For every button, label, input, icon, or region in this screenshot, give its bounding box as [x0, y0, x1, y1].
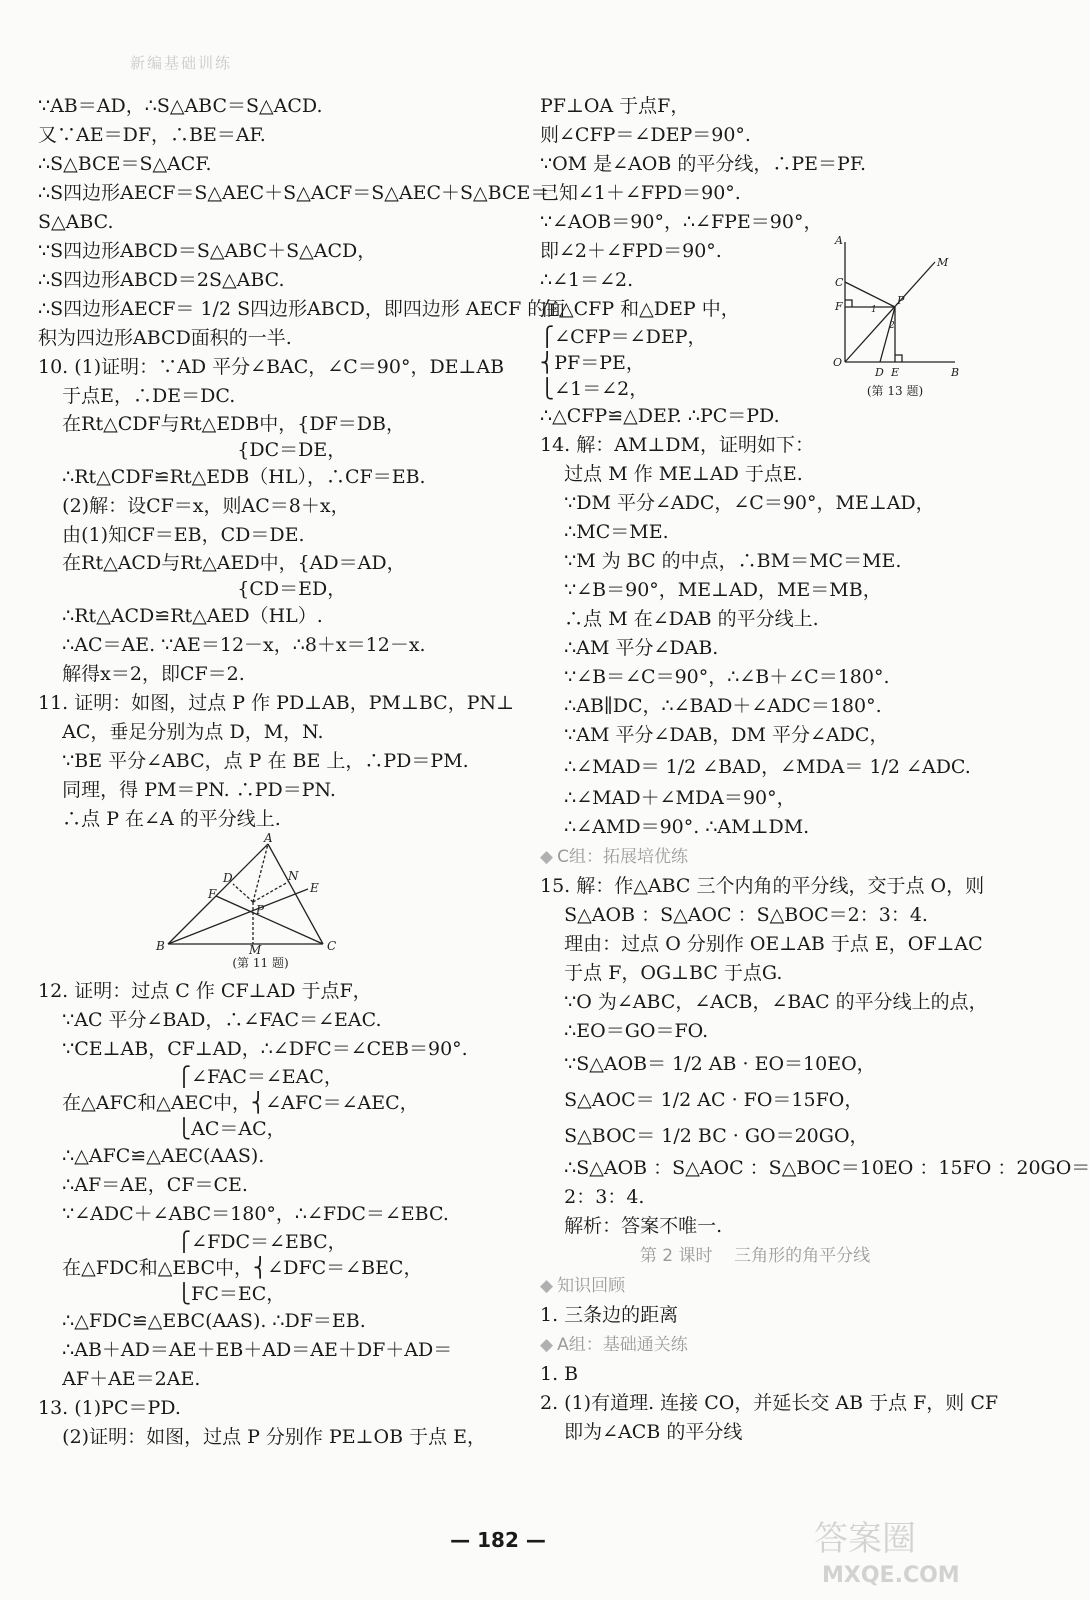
text-line: ∴Rt△CDF≌Rt△EDB（HL），∴CF＝EB.	[38, 466, 426, 488]
svg-text:N: N	[288, 869, 299, 883]
watermark-bottom: MXQE.COM	[822, 1563, 960, 1588]
text-line: 在△AFC和△AEC中，⎨∠AFC＝∠AEC，	[38, 1092, 419, 1114]
diamond-icon: ◆	[540, 1276, 554, 1296]
text-line: ∵DM 平分∠ADC，∠C＝90°，ME⊥AD，	[540, 492, 935, 514]
problem-14	[540, 431, 970, 842]
text-line: ∴AF＝AE，CF＝CE.	[38, 1174, 248, 1196]
text-line: 在△FDC和△EBC中，⎨∠DFC＝∠BEC，	[38, 1257, 423, 1279]
text-line: ⎩FC＝EC，	[38, 1283, 286, 1305]
text-line: ∴点 P 在∠A 的平分线上.	[38, 808, 281, 830]
svg-text:B: B	[951, 366, 960, 379]
text-line: PF⊥OA 于点F，	[540, 95, 690, 117]
watermark-top: 答案圈	[814, 1519, 916, 1559]
page-number: — 182 —	[450, 1528, 546, 1552]
text-line: ∴AB＋AD＝AE＋EB＋AD＝AE＋DF＋AD＝	[38, 1339, 453, 1361]
text-line: 由(1)知CF＝EB，CD＝DE.	[38, 524, 305, 546]
figure-13-caption: (第 13 题)	[866, 384, 924, 398]
problem-13-continued	[540, 92, 970, 431]
text-line: ∴S四边形AECF＝ 1/2 S四边形ABCD，即四边形 AECF 的面	[38, 298, 566, 320]
text-line: ⎩∠1＝∠2，	[540, 378, 649, 400]
text-line: 在Rt△ACD与Rt△AED中，{AD＝AD，	[38, 552, 406, 574]
svg-text:2: 2	[889, 321, 895, 331]
problem-12-13	[38, 977, 486, 1452]
text-line: ∵M 为 BC 的中点，∴BM＝MC＝ME.	[540, 550, 902, 572]
text-line: 则∠CFP＝∠DEP＝90°.	[540, 124, 751, 146]
text-line: 又∵AE＝DF，∴BE＝AF.	[38, 124, 266, 146]
text-line: 解得x＝2，即CF＝2.	[38, 663, 245, 685]
text-line: {DC＝DE，	[38, 439, 347, 461]
text-line: ∴△CFP≌△DEP. ∴PC＝PD.	[540, 405, 780, 427]
svg-text:F: F	[208, 887, 217, 901]
text-line: ⎧∠CFP＝∠DEP，	[540, 326, 707, 348]
text-line: ∵AM 平分∠DAB，DM 平分∠ADC，	[540, 724, 889, 746]
text-line: 理由：过点 O 分别作 OE⊥AB 于点 E，OF⊥AC	[540, 933, 983, 955]
text-line: ∵AC 平分∠BAD，∴∠FAC＝∠EAC.	[38, 1009, 382, 1031]
text-line: 同理，得 PM＝PN. ∴PD＝PN.	[38, 779, 336, 801]
text-line: S△AOC＝ 1/2 AC · FO＝15FO，	[540, 1089, 864, 1111]
text-line: ∴S四边形AECF＝S△AEC＋S△ACF＝S△AEC＋S△BCE＝	[38, 182, 550, 204]
text-line: ∴∠MAD＋∠MDA＝90°，	[540, 787, 796, 809]
text-line: ∴△FDC≌△EBC(AAS). ∴DF＝EB.	[38, 1310, 366, 1332]
text-line: ∵OM 是∠AOB 的平分线，∴PE＝PF.	[540, 153, 867, 175]
text-line: S△BOC＝ 1/2 BC · GO＝20GO，	[540, 1125, 869, 1147]
text-line: 于点 F，OG⊥BC 于点G.	[540, 962, 783, 984]
right-column	[540, 92, 1090, 1447]
text-line: (2)解：设CF＝x，则AC＝8＋x，	[38, 495, 350, 517]
text-line: ∵∠AOB＝90°，∴∠FPE＝90°，	[540, 211, 823, 233]
figure-13	[825, 232, 965, 399]
svg-text:M: M	[249, 943, 262, 957]
text-line: ∴∠AMD＝90°. ∴AM⊥DM.	[540, 816, 810, 838]
text-line: ⎧∠FDC＝∠EBC，	[38, 1231, 347, 1253]
text-line: ∴AM 平分∠DAB.	[540, 637, 719, 659]
text-line: ∴AB∥DC，∴∠BAD＋∠ADC＝180°.	[540, 695, 882, 717]
text-line: ∴AC＝AE. ∵AE＝12－x，∴8＋x＝12－x.	[38, 634, 426, 656]
text-line: (2)证明：如图，过点 P 分别作 PE⊥OB 于点 E，	[38, 1426, 486, 1448]
text-line: ⎧∠FAC＝∠EAC，	[38, 1066, 343, 1088]
text-line: 过点 M 作 ME⊥AD 于点E.	[540, 463, 803, 485]
svg-text:F: F	[835, 300, 843, 313]
figure-11-caption: (第 11 题)	[232, 956, 289, 970]
text-line: 11. 证明：如图，过点 P 作 PD⊥AB，PM⊥BC，PN⊥	[38, 692, 514, 714]
text-line: ∴S△BCE＝S△ACF.	[38, 153, 212, 175]
text-line: 1. B	[540, 1363, 579, 1385]
angle-figure-13	[825, 232, 965, 382]
text-line: 解析：答案不唯一.	[540, 1215, 723, 1237]
text-line: ⎩AC＝AC，	[38, 1118, 286, 1140]
watermark-logo	[804, 1510, 974, 1590]
text-line: ∵O 为∠ABC，∠ACB，∠BAC 的平分线上的点，	[540, 991, 988, 1013]
text-line: ∵∠ADC＋∠ABC＝180°，∴∠FDC＝∠EBC.	[38, 1203, 449, 1225]
diamond-icon: ◆	[540, 847, 554, 867]
text-line: 10. (1)证明：∵AD 平分∠BAC，∠C＝90°，DE⊥AB	[38, 356, 505, 378]
svg-text:E: E	[891, 366, 900, 379]
text-line: 即为∠ACB 的平分线	[540, 1421, 743, 1443]
text-line: AF＋AE＝2AE.	[38, 1368, 201, 1390]
text-line: 在Rt△CDF与Rt△EDB中，{DF＝DB，	[38, 413, 405, 435]
watermark-icon	[804, 1510, 974, 1590]
text-line: ⎨PF＝PE，	[540, 352, 645, 374]
svg-text:D: D	[223, 871, 233, 885]
text-line: S△AOB ：S△AOC ：S△BOC＝2：3：4.	[540, 904, 928, 926]
text-line: ∴∠1＝∠2.	[540, 269, 634, 291]
section-heading-a-label: A组：基础通关练	[557, 1335, 688, 1355]
text-line: ∵S△AOB＝ 1/2 AB · EO＝10EO，	[540, 1053, 876, 1075]
text-line: ∴Rt△ACD≌Rt△AED（HL）.	[38, 605, 323, 627]
section-heading-c-label: C组：拓展培优练	[557, 847, 688, 867]
text-line: 即∠2＋∠FPD＝90°.	[540, 240, 722, 262]
section-heading-recall-label: 知识回顾	[557, 1276, 626, 1296]
text-line: 12. 证明：过点 C 作 CF⊥AD 于点F，	[38, 980, 372, 1002]
text-line: 已知∠1＋∠FPD＝90°.	[540, 182, 741, 204]
svg-text:1: 1	[871, 305, 877, 315]
proof-area-block	[38, 92, 566, 353]
text-line: S△ABC.	[38, 211, 114, 233]
svg-text:A: A	[264, 831, 273, 845]
text-line: 2. (1)有道理. 连接 CO，并延长交 AB 于点 F，则 CF	[540, 1392, 999, 1414]
text-line: ∴点 M 在∠DAB 的平分线上.	[540, 608, 819, 630]
svg-text:C: C	[327, 939, 337, 953]
text-line: 积为四边形ABCD面积的一半.	[38, 327, 292, 349]
text-line: ∴∠MAD＝ 1/2 ∠BAD，∠MDA＝ 1/2 ∠ADC.	[540, 756, 971, 778]
text-line: ∵∠B＝90°，ME⊥AD，ME＝MB，	[540, 579, 882, 601]
running-header: 新编基础训练	[130, 54, 233, 72]
triangle-figure-11	[38, 831, 483, 957]
text-line: ∵∠B＝∠C＝90°，∴∠B＋∠C＝180°.	[540, 666, 890, 688]
section-heading-a	[540, 1330, 970, 1360]
svg-text:P: P	[897, 294, 905, 307]
svg-text:M: M	[937, 256, 949, 269]
svg-text:O: O	[833, 356, 843, 369]
svg-text:C: C	[835, 276, 844, 289]
text-line: ∴S△AOB ：S△AOC ：S△BOC＝10EO ：15FO ：20GO＝	[540, 1157, 1090, 1179]
text-line: ∵S四边形ABCD＝S△ABC＋S△ACD，	[38, 240, 377, 262]
text-line: 2：3：4.	[540, 1186, 645, 1208]
svg-text:B: B	[156, 939, 165, 953]
svg-text:E: E	[310, 881, 319, 895]
text-line: ∴EO＝GO＝FO.	[540, 1020, 709, 1042]
text-line: 15. 解：作△ABC 三个内角的平分线，交于点 O，则	[540, 875, 985, 897]
svg-text:D: D	[875, 366, 884, 379]
text-line: ∴△AFC≌△AEC(AAS).	[38, 1145, 265, 1167]
problem-10-11	[38, 353, 514, 834]
section-heading-recall	[540, 1271, 970, 1301]
text-line: ∵AB＝AD，∴S△ABC＝S△ACD.	[38, 95, 323, 117]
lesson-title: 第 2 课时 三角形的角平分线	[639, 1246, 871, 1266]
text-line: ∴MC＝ME.	[540, 521, 669, 543]
text-line: 14. 解：AM⊥DM，证明如下：	[540, 434, 814, 456]
text-line: ∴S四边形ABCD＝2S△ABC.	[38, 269, 285, 291]
text-line: 于点E，∴DE＝DC.	[38, 385, 236, 407]
svg-text:P: P	[256, 903, 265, 917]
problem-15	[540, 872, 1090, 1241]
figure-11	[38, 831, 483, 971]
text-line: 13. (1)PC＝PD.	[38, 1397, 181, 1419]
text-line: ∵BE 平分∠ABC，点 P 在 BE 上，∴PD＝PM.	[38, 750, 469, 772]
text-line: 1. 三条边的距离	[540, 1304, 679, 1326]
text-line: AC，垂足分别为点 D，M，N.	[38, 721, 324, 743]
section-heading-c	[540, 842, 970, 872]
text-line: {CD＝ED，	[38, 578, 347, 600]
text-line: 在△CFP 和△DEP 中，	[540, 298, 740, 320]
text-line: ∵CE⊥AB，CF⊥AD，∴∠DFC＝∠CEB＝90°.	[38, 1038, 468, 1060]
svg-text:A: A	[835, 234, 843, 247]
diamond-icon: ◆	[540, 1335, 554, 1355]
